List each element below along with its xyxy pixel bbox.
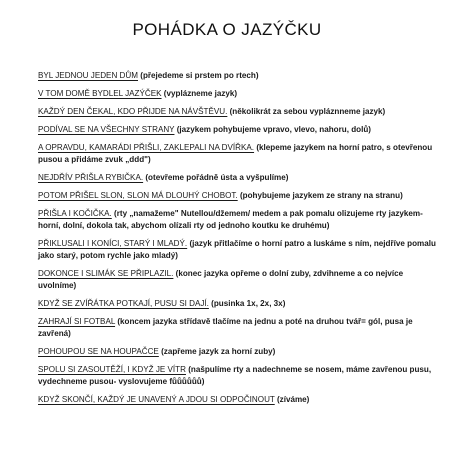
story-line: KDYŽ SE ZVÍŘÁTKA POTKAJÍ, PUSU SI DAJÍ.	[38, 299, 209, 308]
story-line: NEJDŘÍV PŘIŠLA RYBIČKA.	[38, 173, 144, 182]
instruction-note: (zapřeme jazyk za horní zuby)	[161, 347, 276, 356]
instruction-note: (klepeme jazykem na horní patro, s otevřenou pusou a přidáme zvuk „ddd")	[38, 143, 433, 164]
instruction-note: (vyplázneme jazyk)	[163, 89, 238, 98]
instruction-note: (pohybujeme jazykem ze strany na stranu)	[239, 191, 403, 200]
story-line: BYL JEDNOU JEDEN DŮM	[38, 71, 138, 80]
story-line: DOKONCE I SLIMÁK SE PŘIPLAZIL.	[38, 269, 174, 278]
list-item	[38, 346, 438, 358]
instruction-note: (jazyk přitlačíme o horní patro a luskáme s ním, nejdříve pomalu jako starý, potom rychle jako mladý)	[38, 239, 436, 260]
list-item	[38, 142, 438, 166]
instruction-note: (konec jazyka opřeme o dolní zuby, zdvihneme a co nejvíce uvolníme)	[38, 269, 404, 290]
story-line: KDYŽ SKONČÍ, KAŽDÝ JE UNAVENÝ A JDOU SI ODPOČINOUT	[38, 395, 275, 404]
list-item	[38, 298, 438, 310]
instruction-note: (jazykem pohybujeme vpravo, vlevo, nahoru, dolů)	[176, 125, 371, 134]
story-line: A OPRAVDU, KAMARÁDI PŘIŠLI, ZAKLEPALI NA DVÍŘKA.	[38, 143, 255, 152]
list-item	[38, 394, 438, 406]
story-line: SPOLU SI ZASOUTĚŽÍ, I KDYŽ JE VÍTR	[38, 365, 186, 374]
list-item	[38, 364, 438, 388]
story-line: PODÍVAL SE NA VŠECHNY STRANY	[38, 125, 175, 134]
list-item	[38, 172, 438, 184]
instruction-note: (koncem jazyka střídavě tlačíme na jednu a poté na druhou tvář= gól, pusa je zavřená)	[38, 317, 413, 338]
list-item	[38, 238, 438, 262]
instruction-note: (několikrát za sebou vypláznneme jazyk)	[229, 107, 386, 116]
story-line: PŘIŠLA I KOČIČKA.	[38, 209, 112, 218]
story-line: ZAHRAJÍ SI FOTBAL	[38, 317, 116, 326]
instruction-note: (rty „namažeme" Nutellou/džemem/ medem a pak pomalu olizujeme rty jazykem- horní, dolní, dokola tak, abychom olízali rty od jednoho koutku ke druhému)	[38, 209, 423, 230]
instruction-note: (pusinka 1x, 2x, 3x)	[211, 299, 286, 308]
list-item	[38, 316, 438, 340]
page-title: POHÁDKA O JAZÝČKU	[132, 20, 322, 39]
list-item	[38, 208, 438, 232]
list-item	[38, 70, 438, 82]
list-item	[38, 106, 438, 118]
instruction-note: (našpulíme rty a nadechneme se nosem, máme zavřenou pusu, vydechneme pusou- vyslovujeme fůůůůůů)	[38, 365, 432, 386]
instruction-note: (otevřeme pořádně ústa a vyšpulíme)	[145, 173, 289, 182]
list-item	[38, 88, 438, 100]
story-line: PŘIKLUSALI I KONÍCI, STARÝ I MLADÝ.	[38, 239, 188, 248]
instruction-note: (přejedeme si prstem po rtech)	[140, 71, 259, 80]
list-item	[38, 268, 438, 292]
list-item	[38, 124, 438, 136]
story-line: KAŽDÝ DEN ČEKAL, KDO PŘIJDE NA NÁVŠTĚVU.	[38, 107, 228, 116]
instruction-note: (zíváme)	[276, 395, 310, 404]
story-line: POHOUPOU SE NA HOUPAČCE	[38, 347, 159, 356]
story-line: V TOM DOMĚ BYDLEL JAZÝČEK	[38, 89, 162, 98]
list-item	[38, 190, 438, 202]
story-line: POTOM PŘIŠEL SLON, SLON MÁ DLOUHÝ CHOBOT.	[38, 191, 238, 200]
story-list	[38, 70, 438, 412]
